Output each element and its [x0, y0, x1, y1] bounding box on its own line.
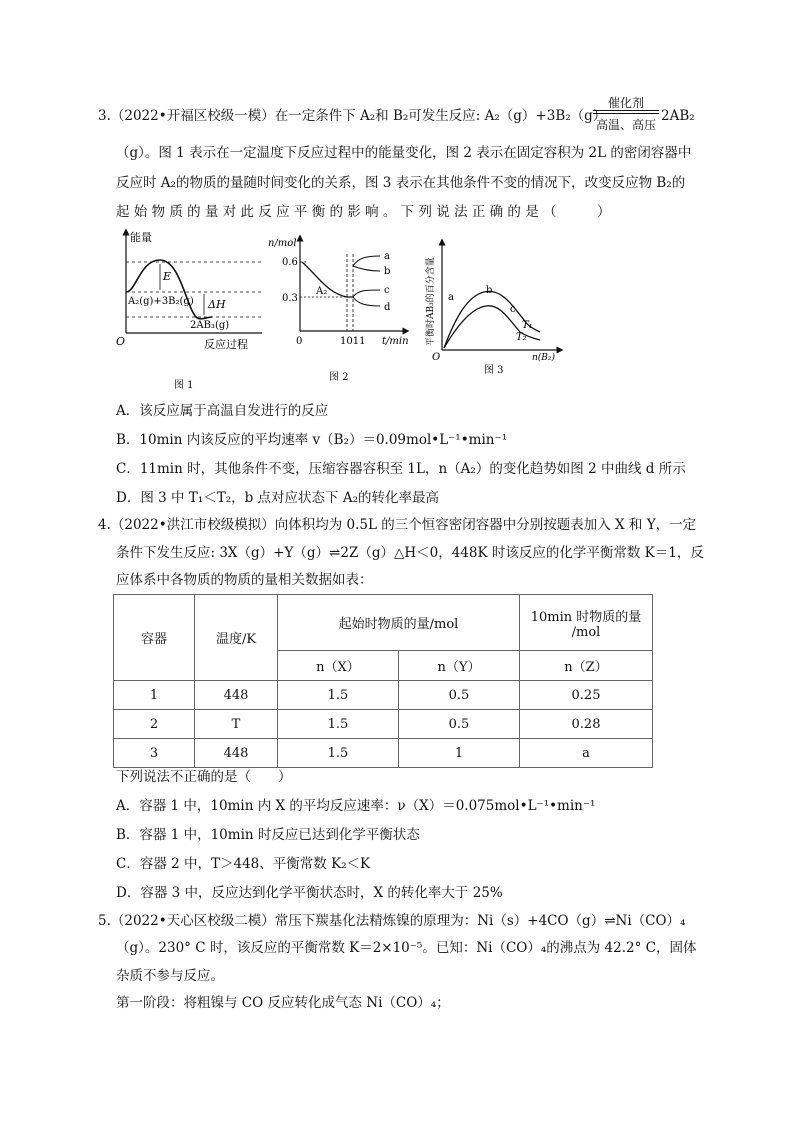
- q3-stem-line1: 3.（2022•开福区校级一模）在一定条件下 A₂和 B₂可发生反应: A₂（g）+3B₂（g）: [98, 108, 607, 124]
- q3-option-d: D．图 3 中 T₁＜T₂，b 点对应状态下 A₂的转化率最高: [116, 490, 440, 506]
- cell: 1.5: [278, 739, 399, 768]
- fig1-origin: O: [116, 335, 126, 348]
- fig2-label-a: a: [384, 251, 390, 262]
- fig1-reactants-label: A₂(g)+3B₂(g): [128, 296, 194, 307]
- fig2-label-c: c: [384, 285, 390, 296]
- cell: 1.5: [278, 710, 399, 739]
- cell: 1.5: [278, 681, 399, 710]
- q3-stem-line4: 起 始 物 质 的 量 对 此 反 应 平 衡 的 影 响 。 下 列 说 法 正 确 的 是 （ ）: [116, 204, 611, 220]
- q4-option-c: C．容器 2 中，T＞448、平衡常数 K₂＜K: [116, 856, 371, 872]
- conditions-label: 高温、高压: [595, 118, 656, 132]
- q3-option-c: C．11min 时，其他条件不变，压缩容器容积至 1L，n（A₂）的变化趋势如图 2 中曲线 d 所示: [116, 461, 686, 477]
- cell: 1: [114, 681, 195, 710]
- fig3-origin: O: [432, 352, 441, 363]
- cell: 448: [195, 681, 278, 710]
- fig2-curve-label: A₂: [316, 286, 328, 297]
- cell: a: [520, 739, 653, 768]
- cell: 0.5: [399, 681, 520, 710]
- cell: 0.28: [520, 710, 653, 739]
- fig1-dH-label: ΔH: [208, 298, 226, 311]
- reaction-arrow: [593, 94, 659, 130]
- fig1-caption: 图 1: [174, 380, 194, 391]
- fig2-ylabel: n/mol: [268, 238, 297, 249]
- fig1-E-label: E: [163, 270, 172, 283]
- q3-product: 2AB₂: [661, 108, 695, 124]
- q4-option-d: D．容器 3 中，反应达到化学平衡状态时，X 的转化率大于 25%: [116, 885, 503, 901]
- fig3-point-a: a: [448, 292, 454, 303]
- th-10min-amount: [520, 595, 653, 651]
- fig2-x0: 0: [296, 336, 303, 347]
- fig2-x1: 1011: [340, 336, 366, 347]
- th-nx: n（X）: [278, 651, 399, 681]
- fig2-label-d: d: [384, 302, 391, 313]
- fig1-ylabel: 能量: [130, 231, 152, 244]
- fig1-xlabel: 反应过程: [204, 338, 248, 351]
- cell: 0.25: [520, 681, 653, 710]
- q4-option-b: B．容器 1 中，10min 时反应已达到化学平衡状态: [116, 827, 420, 843]
- fig3-xlabel: n(B₂): [532, 353, 556, 363]
- table-row: [114, 739, 653, 768]
- fig3-T2: T₂: [516, 332, 527, 343]
- fig3-ylabel: 平衡时AB₃的百分含量: [426, 257, 436, 346]
- fig2-y1: 0.6: [282, 257, 298, 268]
- q5-stem-line1: 5.（2022•天心区校级二模）常压下羰基化法精炼镍的原理为：Ni（s）+4CO（g）⇌Ni（CO）₄: [98, 913, 686, 929]
- q4-stem-line2: 条件下发生反应: 3X（g）+Y（g）⇌2Z（g）△H＜0，448K 时该反应的化学平衡常数 K＝1，反: [116, 545, 704, 561]
- th-10min-amount-line2: /mol: [571, 624, 601, 640]
- q3-option-b: B．10min 内该反应的平均速率 v（B₂）＝0.09mol•L⁻¹•min⁻¹: [116, 432, 508, 448]
- cell: 3: [114, 739, 195, 768]
- cell: T: [195, 710, 278, 739]
- q3-option-a: A．该反应属于高温自发进行的反应: [116, 403, 329, 419]
- th-ny: n（Y）: [399, 651, 520, 681]
- figure-1-energy-diagram: [112, 228, 272, 393]
- table-row: [114, 681, 653, 710]
- fig2-caption: 图 2: [329, 372, 349, 383]
- th-temperature: 温度/K: [195, 595, 278, 681]
- fig2-label-b: b: [384, 266, 391, 277]
- cell: 448: [195, 739, 278, 768]
- figure-2-amount-time: [266, 234, 416, 384]
- q5-stem-line4: 第一阶段：将粗镍与 CO 反应转化成气态 Ni（CO）₄；: [116, 995, 450, 1011]
- cell: 0.5: [399, 710, 520, 739]
- fig2-xlabel: t/min: [382, 336, 409, 347]
- catalyst-label: 催化剂: [607, 96, 644, 110]
- fig3-T1: T₁: [522, 320, 533, 331]
- q4-option-a: A．容器 1 中，10min 内 X 的平均反应速率：ν（X）＝0.075mol•L⁻¹•min⁻¹: [116, 798, 596, 814]
- q3-stem-line3: 反应时 A₂的物质的量随时间变化的关系，图 3 表示在其他条件不变的情况下，改变反应物 B₂的: [116, 175, 686, 191]
- q5-stem-line2: （g）。230° C 时，该反应的平衡常数 K＝2×10⁻⁵。已知：Ni（CO）₄的沸点为 42.2° C，固体: [116, 940, 697, 956]
- q4-stem-line1: 4.（2022•洪江市校级模拟）向体积均为 0.5L 的三个恒容密闭容器中分别按题表加入 X 和 Y，一定: [98, 517, 697, 533]
- figure-3-equilibrium: [420, 236, 570, 386]
- fig2-y2: 0.3: [282, 293, 298, 304]
- th-10min-amount-line1: 10min 时物质的量: [530, 609, 642, 625]
- table-row: [114, 710, 653, 739]
- cell: 1: [399, 739, 520, 768]
- cell: 2: [114, 710, 195, 739]
- th-initial-amount: 起始时物质的量/mol: [278, 595, 520, 651]
- q5-stem-line3: 杂质不参与反应。: [116, 968, 224, 984]
- q3-stem-line2: （g）。图 1 表示在一定温度下反应过程中的能量变化，图 2 表示在固定容积为 2L 的密闭容器中: [116, 145, 692, 161]
- th-nz: n（Z）: [520, 651, 653, 681]
- q4-data-table: [113, 594, 653, 768]
- th-container: 容器: [114, 595, 195, 681]
- fig3-point-c: c: [510, 304, 516, 315]
- q4-question: 下列说法不正确的是（ ）: [116, 769, 292, 785]
- fig1-product-label: 2AB₃(g): [190, 320, 230, 331]
- fig3-caption: 图 3: [484, 365, 504, 376]
- fig3-point-b: b: [486, 285, 493, 296]
- q4-stem-line3: 应体系中各物质的物质的量相关数据如表：: [116, 572, 373, 588]
